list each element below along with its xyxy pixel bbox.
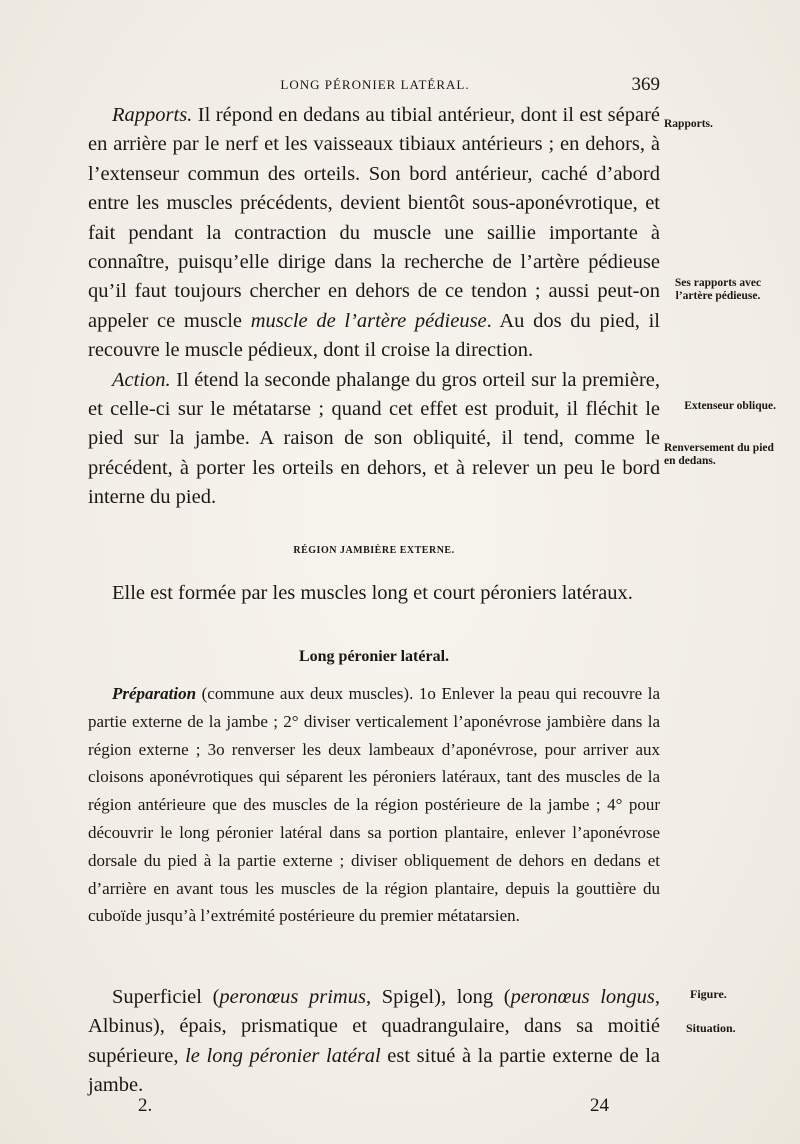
margin-note-renversement: Renversement du pied en dedans.: [664, 442, 774, 467]
paragraph-lead-action: Action.: [112, 368, 171, 391]
italic-run: peronœus primus: [219, 986, 366, 1008]
text-run: est situé à la partie externe de la jambe.: [88, 1044, 661, 1097]
margin-note-extenseur: Extenseur oblique.: [684, 400, 776, 412]
paragraph-region: Elle est formée par les muscles long et court péroniers latéraux.: [112, 582, 633, 604]
paragraph-rapports: [88, 101, 660, 366]
margin-note-ses-rapports: Ses rapports avec l’artère pédieuse.: [674, 277, 762, 302]
italic-run: peronœus longus: [510, 986, 655, 1008]
margin-note-situation: Situation.: [686, 1021, 736, 1035]
body-block-3: [88, 680, 660, 930]
text-run: Superficiel (: [112, 986, 220, 1008]
subsection-title: Long péronier latéral.: [298, 648, 450, 665]
paragraph-action: [88, 366, 660, 513]
sheet-number: 24: [590, 1095, 609, 1116]
body-block-1: [88, 101, 660, 513]
paragraph-text: (commune aux deux muscles). 1o Enlever la peau qui recouvre la partie externe de la jambe ; 2° diviser verticalement l’aponévrose jambière dans la région externe ; 3o renverser les deux lambeaux d’aponévrose, pour arriver aux cloisons aponévrotiques qui séparent les péroniers latéraux, tant des muscles de la région antérieure que des muscles de la région postérieure de la jambe ; 4° pour découvrir le long péronier latéral dans sa portion plantaire, enlever l’aponévrose dorsale du pied à la partie externe ; diviser obliquement de dehors en dedans et d’arrière en avant tous les muscles de la région plantaire, depuis la gouttière du cuboïde jusqu’à l’extrémité postérieure du premier métatarsien.: [88, 684, 660, 926]
page-header: [90, 74, 660, 98]
paragraph-preparation: [88, 680, 660, 930]
italic-run: le long péronier latéral: [185, 1044, 381, 1067]
margin-note-figure: Figure.: [690, 987, 727, 1001]
paragraph-text: Il répond en dedans au tibial antérieur, dont il est séparé en arrière par le nerf et les vaisseaux tibiaux antérieurs ; en dehors, à l’extenseur commun des orteils. Son bord antérieur, caché d’abord entre les muscles précédents, devient bientôt sous-aponévrotique, et fait pendant la contraction du muscle une saillie importante à connaître, puisqu’elle dirige dans la recherche de l’artère pédieuse qu’il faut toujours chercher en dehors de ce tendon ; aussi peut-on appeler ce muscle: [88, 104, 660, 332]
italic-term: muscle de l’artère pédieuse: [250, 309, 487, 332]
text-run: , Albinus), épais, prismatique et quadrangulaire, dans sa moitié supérieure,: [88, 986, 661, 1067]
body-block-2: [88, 579, 660, 608]
paragraph-description: [88, 983, 660, 1101]
section-title: RÉGION JAMBIÈRE EXTERNE.: [293, 545, 455, 556]
body-block-4: [88, 983, 660, 1101]
signature-mark: 2.: [138, 1095, 153, 1116]
text-run: , Spigel), long (: [365, 986, 511, 1008]
page-number: 369: [631, 74, 660, 95]
margin-note-rapports: Rapports.: [664, 118, 713, 130]
paragraph-lead-preparation: Préparation: [112, 684, 197, 703]
paragraph-tail: . Au dos du pied, il recouvre le muscle pédieux, dont il croise la direction.: [88, 309, 660, 362]
paragraph-lead-rapports: Rapports.: [112, 104, 193, 126]
paragraph-text: Il étend la seconde phalange du gros orteil sur la première, et celle-ci sur le métatarse ; quand cet effet est produit, il fléchit le pied sur la jambe. A raison de son obliquité, il tend, comme le précédent, à porter les orteils en dehors, et à relever un peu le bord interne du pied.: [88, 368, 660, 509]
running-title: LONG PÉRONIER LATÉRAL.: [280, 77, 470, 92]
